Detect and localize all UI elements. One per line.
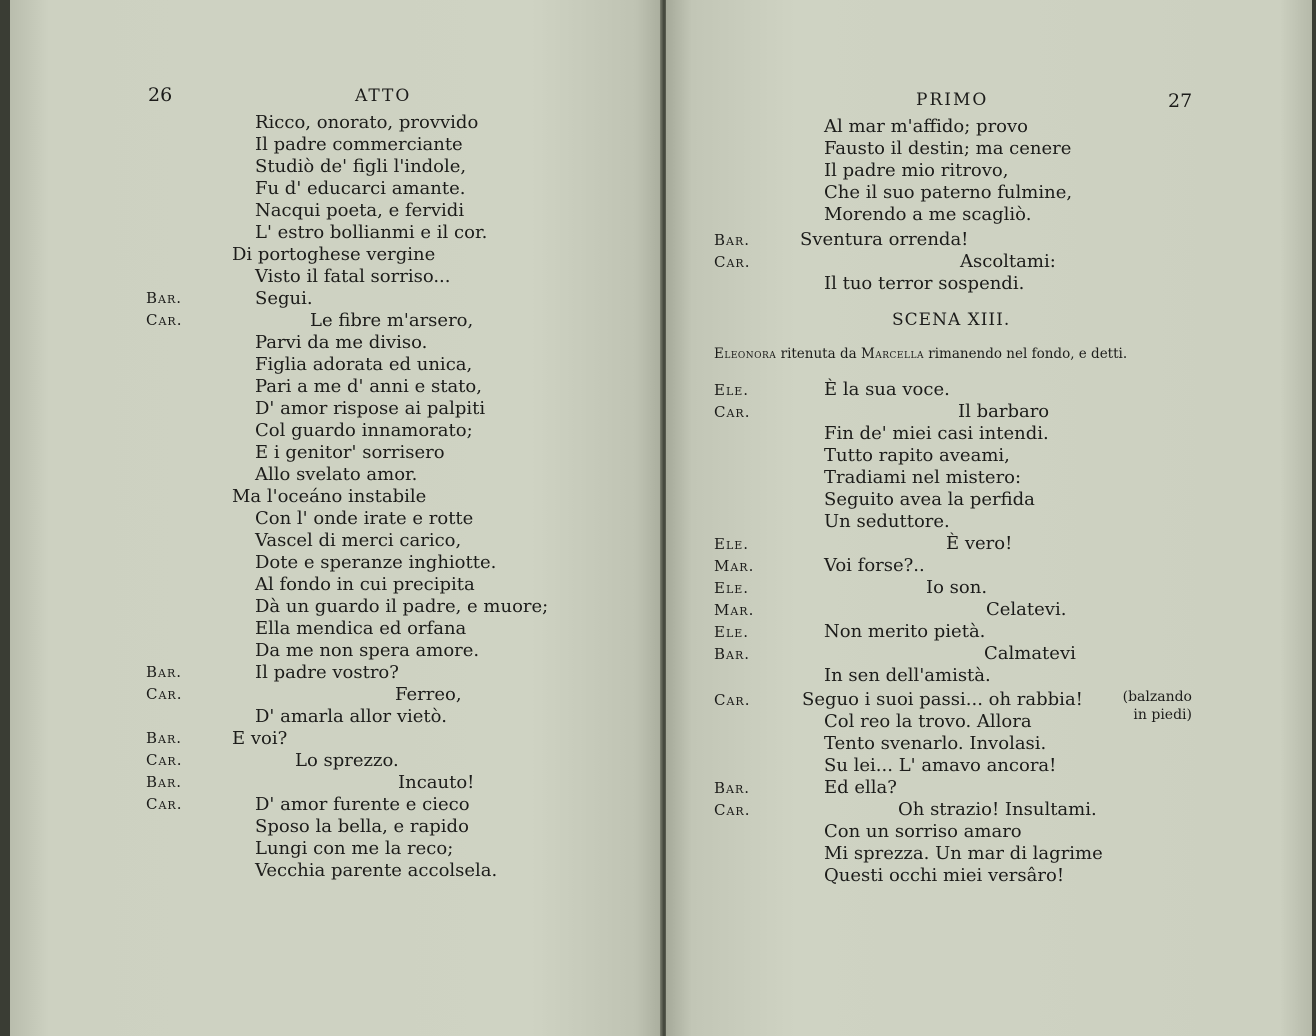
verse-line: Fin de' miei casi intendi. — [824, 423, 1049, 444]
verse-line: Su lei... L' amavo ancora! — [824, 755, 1057, 776]
verse-line: Ricco, onorato, provvido — [255, 112, 479, 133]
speaker-label: Bar. — [146, 663, 183, 681]
verse-line: Sventura orrenda! — [800, 229, 969, 250]
speaker-label: Car. — [146, 751, 183, 769]
verse-line: Morendo a me scagliò. — [824, 204, 1032, 225]
verse-line: D' amor furente e cieco — [255, 794, 470, 815]
page-number: 27 — [1168, 90, 1193, 112]
speaker-label: Bar. — [146, 773, 183, 791]
right-page — [666, 0, 1312, 1036]
page-number: 26 — [148, 84, 173, 106]
left-page — [10, 0, 662, 1036]
speaker-label: Car. — [714, 801, 751, 819]
speaker-label: Ele. — [714, 381, 750, 399]
verse-line: Non merito pietà. — [824, 621, 986, 642]
verse-line: Seguito avea la perfida — [824, 489, 1035, 510]
verse-line: D' amor rispose ai palpiti — [255, 398, 486, 419]
verse-line: Fausto il destin; ma cenere — [824, 138, 1072, 159]
verse-line: E voi? — [232, 728, 288, 749]
verse-line: Ella mendica ed orfana — [255, 618, 467, 639]
verse-line: È vero! — [946, 533, 1013, 554]
speaker-label: Car. — [714, 403, 751, 421]
verse-line: Fu d' educarci amante. — [255, 178, 466, 199]
scene-title: SCENA XIII. — [892, 310, 1011, 330]
speaker-label: Mar. — [714, 601, 755, 619]
verse-line: Ma l'oceáno instabile — [232, 486, 427, 507]
verse-line: Col reo la trovo. Allora — [824, 711, 1032, 732]
verse-line: Tradiami nel mistero: — [824, 467, 1022, 488]
verse-line: Da me non spera amore. — [255, 640, 480, 661]
speaker-label: Ele. — [714, 623, 750, 641]
verse-line: Figlia adorata ed unica, — [255, 354, 473, 375]
verse-line: Dà un guardo il padre, e muore; — [255, 596, 549, 617]
speaker-label: Bar. — [714, 645, 751, 663]
speaker-label: Mar. — [714, 557, 755, 575]
verse-line: Al fondo in cui precipita — [255, 574, 475, 595]
margin-note-line: in piedi) — [1133, 707, 1192, 723]
stage-text: rimanendo nel fondo, e detti. — [928, 346, 1128, 362]
margin-note — [1122, 688, 1192, 724]
verse-line: Vecchia parente accolsela. — [255, 860, 498, 881]
character-name: Eleonora — [714, 346, 777, 362]
verse-line: Il barbaro — [958, 401, 1050, 422]
verse-line: Segui. — [255, 288, 313, 309]
verse-line: Le fibre m'arsero, — [310, 310, 474, 331]
speaker-label: Car. — [714, 691, 751, 709]
verse-line: Ferreo, — [395, 684, 462, 705]
verse-line: Sposo la bella, e rapido — [255, 816, 469, 837]
verse-line: Tento svenarlo. Involasi. — [824, 733, 1047, 754]
verse-line: Incauto! — [398, 772, 475, 793]
verse-line: Ed ella? — [824, 777, 897, 798]
verse-line: Un seduttore. — [824, 511, 950, 532]
verse-line: Col guardo innamorato; — [255, 420, 473, 441]
verse-line: Visto il fatal sorriso... — [255, 266, 451, 287]
speaker-label: Ele. — [714, 579, 750, 597]
speaker-label: Bar. — [146, 289, 183, 307]
verse-line: Allo svelato amor. — [255, 464, 418, 485]
running-head: ATTO — [355, 86, 412, 106]
verse-line: Il padre commerciante — [255, 134, 463, 155]
verse-line: Nacqui poeta, e fervidi — [255, 200, 465, 221]
verse-line: Con un sorriso amaro — [824, 821, 1022, 842]
verse-line: Studiò de' figli l'indole, — [255, 156, 467, 177]
speaker-label: Car. — [146, 685, 183, 703]
verse-line: Dote e speranze inghiotte. — [255, 552, 497, 573]
verse-line: Di portoghese vergine — [232, 244, 436, 265]
verse-line: Parvi da me diviso. — [255, 332, 428, 353]
verse-line: Seguo i suoi passi... oh rabbia! — [802, 689, 1083, 710]
verse-line: Ascoltami: — [960, 251, 1056, 272]
running-head: PRIMO — [916, 90, 989, 110]
speaker-label: Ele. — [714, 535, 750, 553]
verse-line: Il tuo terror sospendi. — [824, 273, 1025, 294]
verse-line: Il padre mio ritrovo, — [824, 160, 1009, 181]
verse-line: Lungi con me la reco; — [255, 838, 454, 859]
verse-line: Oh strazio! Insultami. — [898, 799, 1097, 820]
verse-line: Questi occhi miei versâro! — [824, 865, 1065, 886]
verse-line: D' amarla allor vietò. — [255, 706, 447, 727]
stage-direction — [714, 346, 1127, 362]
verse-line: Al mar m'affido; provo — [824, 116, 1029, 137]
verse-line: In sen dell'amistà. — [824, 665, 991, 686]
verse-line: Tutto rapito aveami, — [824, 445, 1010, 466]
character-name: Marcella — [860, 346, 924, 362]
speaker-label: Car. — [714, 253, 751, 271]
margin-note-line: (balzando — [1122, 689, 1192, 705]
verse-line: Con l' onde irate e rotte — [255, 508, 474, 529]
verse-line: Voi forse?.. — [824, 555, 925, 576]
verse-line: Celatevi. — [986, 599, 1067, 620]
speaker-label: Bar. — [714, 779, 751, 797]
verse-line: Che il suo paterno fulmine, — [824, 182, 1073, 203]
verse-line: Vascel di merci carico, — [255, 530, 462, 551]
verse-line: Calmatevi — [984, 643, 1076, 664]
verse-line: Lo sprezzo. — [295, 750, 399, 771]
verse-line: È la sua voce. — [824, 379, 950, 400]
speaker-label: Bar. — [146, 729, 183, 747]
verse-line: Io son. — [926, 577, 988, 598]
verse-line: L' estro bollianmi e il cor. — [255, 222, 488, 243]
verse-line: Il padre vostro? — [255, 662, 399, 683]
verse-line: Mi sprezza. Un mar di lagrime — [824, 843, 1103, 864]
speaker-label: Car. — [146, 311, 183, 329]
speaker-label: Bar. — [714, 231, 751, 249]
stage-text: ritenuta da — [780, 346, 857, 362]
speaker-label: Car. — [146, 795, 183, 813]
verse-line: E i genitor' sorrisero — [255, 442, 445, 463]
verse-line: Pari a me d' anni e stato, — [255, 376, 482, 397]
